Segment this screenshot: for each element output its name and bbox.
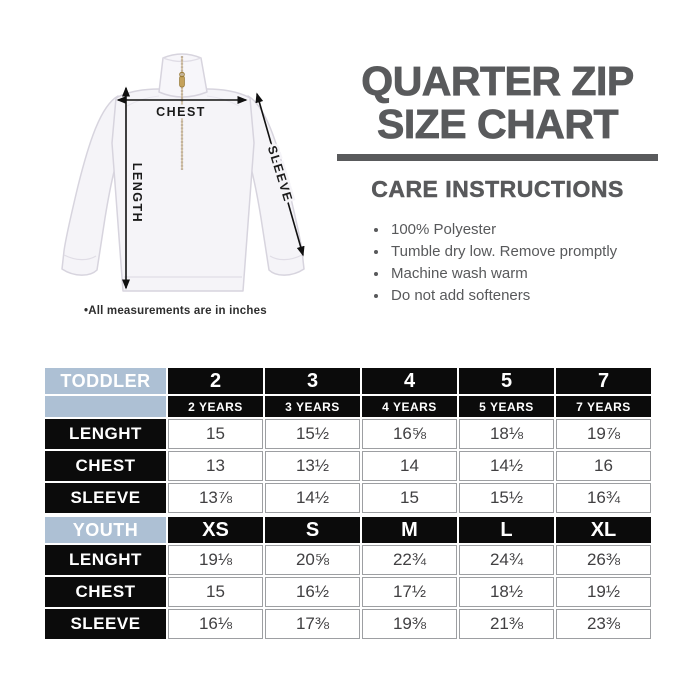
toddler-size-table — [43, 366, 653, 515]
toddler-sleeve-row — [45, 483, 651, 513]
toddler-sleeve-value: 15 — [362, 483, 457, 513]
care-item: • Tumble dry low. Remove promptly — [389, 241, 658, 263]
youth-size-header: L — [459, 517, 554, 543]
youth-length-value: 19⅛ — [168, 545, 263, 575]
toddler-length-value: 15 — [168, 419, 263, 449]
youth-chest-value: 17½ — [362, 577, 457, 607]
care-item: • Machine wash warm — [389, 263, 658, 285]
length-measure-label: LENGTH — [130, 162, 144, 224]
toddler-sizes-row — [45, 368, 651, 394]
toddler-ages-row — [45, 396, 651, 417]
youth-sleeve-row — [45, 609, 651, 639]
measurements-note: •All measurements are in inches — [84, 305, 267, 317]
toddler-sleeve-value: 15½ — [459, 483, 554, 513]
youth-sleeve-value: 23⅜ — [556, 609, 651, 639]
care-instructions-list — [337, 219, 658, 307]
youth-size-header: S — [265, 517, 360, 543]
youth-sizes-row — [45, 517, 651, 543]
toddler-age-header: 7 YEARS — [556, 396, 651, 417]
youth-size-header: M — [362, 517, 457, 543]
toddler-age-header: 2 YEARS — [168, 396, 263, 417]
toddler-length-value: 19⅞ — [556, 419, 651, 449]
toddler-age-header: 5 YEARS — [459, 396, 554, 417]
toddler-group-label: TODDLER — [45, 368, 166, 394]
row-label-length: LENGHT — [45, 419, 166, 449]
youth-sleeve-value: 16⅛ — [168, 609, 263, 639]
toddler-chest-value: 13 — [168, 451, 263, 481]
youth-chest-value: 19½ — [556, 577, 651, 607]
youth-chest-row — [45, 577, 651, 607]
toddler-chest-value: 14½ — [459, 451, 554, 481]
youth-length-value: 24¾ — [459, 545, 554, 575]
row-label-chest: CHEST — [45, 577, 166, 607]
chest-measure-label: CHEST — [156, 105, 206, 119]
toddler-size-header: 7 — [556, 368, 651, 394]
youth-chest-value: 15 — [168, 577, 263, 607]
toddler-chest-value: 16 — [556, 451, 651, 481]
youth-chest-value: 16½ — [265, 577, 360, 607]
quarter-zip-illustration — [30, 48, 335, 306]
youth-sleeve-value: 19⅜ — [362, 609, 457, 639]
toddler-age-header: 4 YEARS — [362, 396, 457, 417]
toddler-length-value: 18⅛ — [459, 419, 554, 449]
toddler-chest-value: 13½ — [265, 451, 360, 481]
youth-sleeve-value: 21⅜ — [459, 609, 554, 639]
divider-bar — [337, 154, 658, 161]
sleeve-measure-label: SLEEVE — [264, 144, 296, 204]
youth-group-label: YOUTH — [45, 517, 166, 543]
page-title-line2: SIZE CHART — [377, 100, 618, 147]
youth-length-value: 22¾ — [362, 545, 457, 575]
toddler-length-value: 15½ — [265, 419, 360, 449]
toddler-size-header: 4 — [362, 368, 457, 394]
toddler-size-header: 2 — [168, 368, 263, 394]
toddler-sleeve-value: 16¾ — [556, 483, 651, 513]
youth-size-header: XL — [556, 517, 651, 543]
zipper-pull — [180, 76, 185, 87]
youth-chest-value: 18½ — [459, 577, 554, 607]
row-label-chest: CHEST — [45, 451, 166, 481]
toddler-chest-value: 14 — [362, 451, 457, 481]
row-label-sleeve: SLEEVE — [45, 483, 166, 513]
row-label-sleeve: SLEEVE — [45, 609, 166, 639]
youth-sleeve-value: 17⅜ — [265, 609, 360, 639]
toddler-sleeve-value: 14½ — [265, 483, 360, 513]
row-label-length: LENGHT — [45, 545, 166, 575]
care-item: • 100% Polyester — [389, 219, 658, 241]
page-title-line1: QUARTER ZIP — [361, 58, 634, 104]
toddler-length-row — [45, 419, 651, 449]
toddler-ages-corner-cell — [45, 396, 166, 417]
youth-size-header: XS — [168, 517, 263, 543]
care-instructions-heading: CARE INSTRUCTIONS — [371, 176, 624, 203]
youth-size-table — [43, 515, 653, 641]
toddler-size-header: 3 — [265, 368, 360, 394]
youth-length-row — [45, 545, 651, 575]
toddler-chest-row — [45, 451, 651, 481]
toddler-length-value: 16⅝ — [362, 419, 457, 449]
toddler-age-header: 3 YEARS — [265, 396, 360, 417]
header-column — [337, 60, 658, 307]
care-item: • Do not add softeners — [389, 285, 658, 307]
youth-length-value: 20⅝ — [265, 545, 360, 575]
toddler-sleeve-value: 13⅞ — [168, 483, 263, 513]
youth-length-value: 26⅜ — [556, 545, 651, 575]
page-title — [337, 60, 658, 145]
toddler-size-header: 5 — [459, 368, 554, 394]
